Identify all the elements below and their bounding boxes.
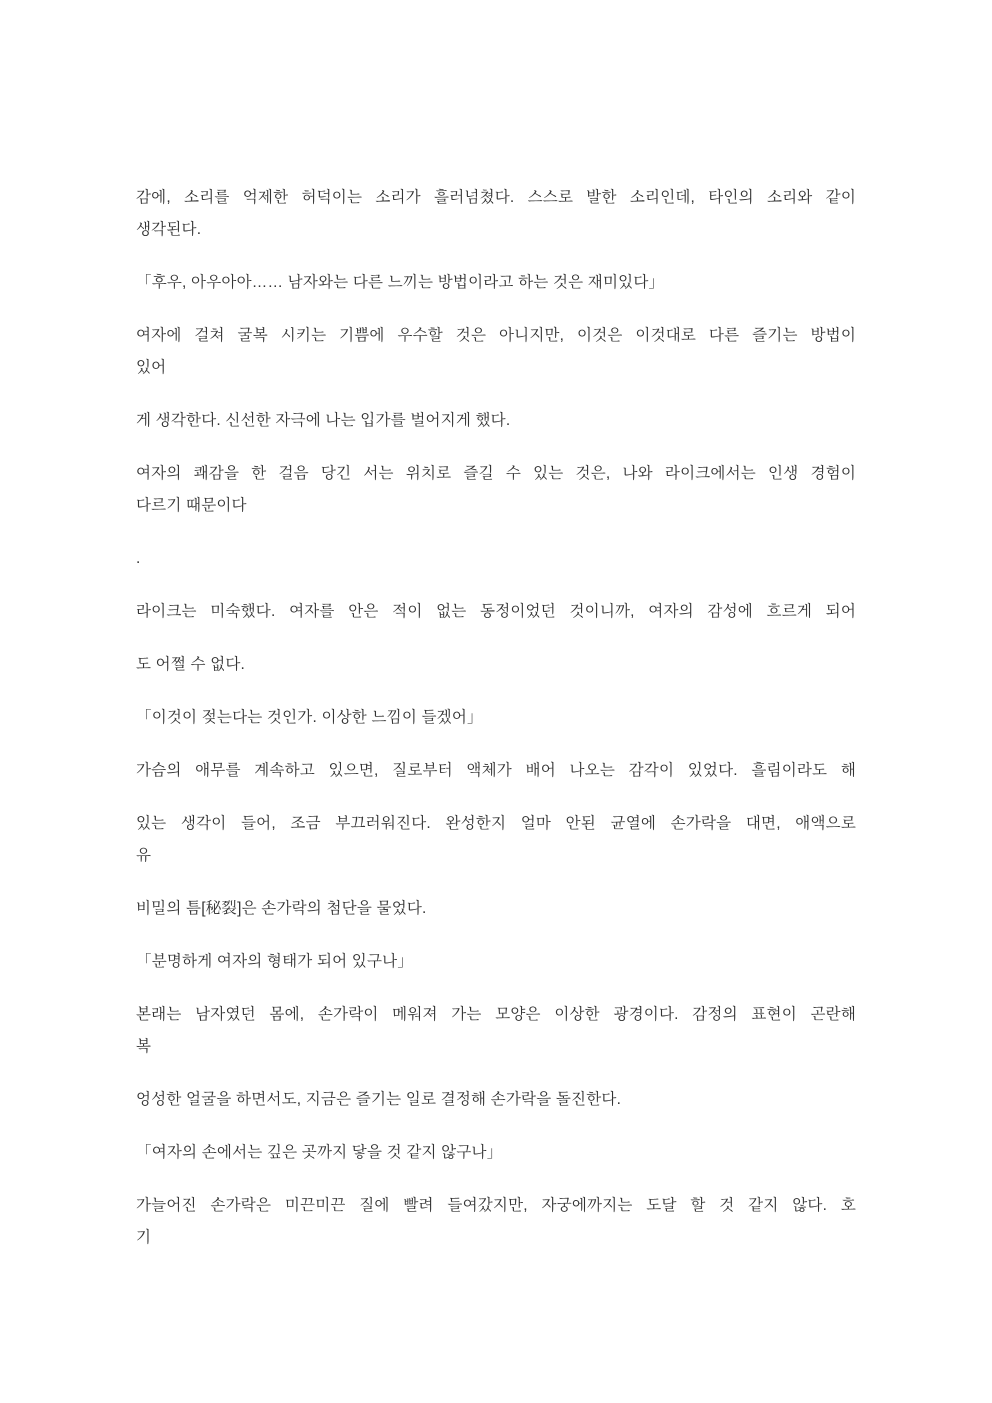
paragraph xyxy=(136,596,856,628)
text-line: 감에, 소리를 억제한 허덕이는 소리가 흘러넘쳤다. 스스로 발한 소리인데, 타인의 소리와 같이 xyxy=(136,189,856,206)
paragraph xyxy=(136,999,856,1063)
paragraph xyxy=(136,267,856,299)
text-line: 다르기 때문이다 xyxy=(136,497,247,514)
paragraph xyxy=(136,182,856,246)
text-line: 가슴의 애무를 계속하고 있으면, 질로부터 액체가 배어 나오는 감각이 있었다. 흘림이라도 해 xyxy=(136,762,856,779)
text-line: 게 생각한다. 신선한 자극에 나는 입가를 벌어지게 했다. xyxy=(136,412,511,429)
text-line: 여자에 걸쳐 굴복 시키는 기쁨에 우수할 것은 아니지만, 이것은 이것대로 다른 즐기는 방법이 xyxy=(136,327,856,344)
paragraph xyxy=(136,1190,856,1254)
paragraph xyxy=(136,1084,856,1116)
text-line: 본래는 남자였던 몸에, 손가락이 메워져 가는 모양은 이상한 광경이다. 감정의 표현이 곤란해 xyxy=(136,1006,856,1023)
paragraph xyxy=(136,893,856,925)
paragraph xyxy=(136,405,856,437)
text-line: 가늘어진 손가락은 미끈미끈 질에 빨려 들여갔지만, 자궁에까지는 도달 할 것 같지 않다. 호 xyxy=(136,1197,856,1214)
text-line: 도 어쩔 수 없다. xyxy=(136,656,246,673)
paragraph xyxy=(136,543,856,575)
paragraph xyxy=(136,946,856,978)
paragraph xyxy=(136,755,856,787)
text-line: 유 xyxy=(136,847,152,864)
text-line: 비밀의 틈[秘裂]은 손가락의 첨단을 물었다. xyxy=(136,900,427,917)
paragraph xyxy=(136,649,856,681)
text-line: 「후우, 아우아아…… 남자와는 다른 느끼는 방법이라고 하는 것은 재미있다」 xyxy=(136,274,665,291)
text-line: 기 xyxy=(136,1229,152,1246)
paragraph xyxy=(136,1137,856,1169)
text-line: 있는 생각이 들어, 조금 부끄러워진다. 완성한지 얼마 안된 균열에 손가락을 대면, 애액으로 xyxy=(136,815,856,832)
paragraph xyxy=(136,458,856,522)
text-line: 「분명하게 여자의 형태가 되어 있구나」 xyxy=(136,953,414,970)
text-line: 엉성한 얼굴을 하면서도, 지금은 즐기는 일로 결정해 손가락을 돌진한다. xyxy=(136,1091,622,1108)
paragraph xyxy=(136,702,856,734)
text-line: 있어 xyxy=(136,359,167,376)
paragraph xyxy=(136,320,856,384)
text-line: 복 xyxy=(136,1038,152,1055)
text-line: . xyxy=(136,550,141,567)
text-line: 「이것이 젖는다는 것인가. 이상한 느낌이 들겠어」 xyxy=(136,709,483,726)
text-content xyxy=(136,182,856,1254)
paragraph xyxy=(136,808,856,872)
text-line: 생각된다. xyxy=(136,221,202,238)
text-line: 라이크는 미숙했다. 여자를 안은 적이 없는 동정이었던 것이니까, 여자의 감성에 흐르게 되어 xyxy=(136,603,856,620)
text-line: 여자의 쾌감을 한 걸음 당긴 서는 위치로 즐길 수 있는 것은, 나와 라이크에서는 인생 경험이 xyxy=(136,465,856,482)
text-line: 「여자의 손에서는 깊은 곳까지 닿을 것 같지 않구나」 xyxy=(136,1144,503,1161)
